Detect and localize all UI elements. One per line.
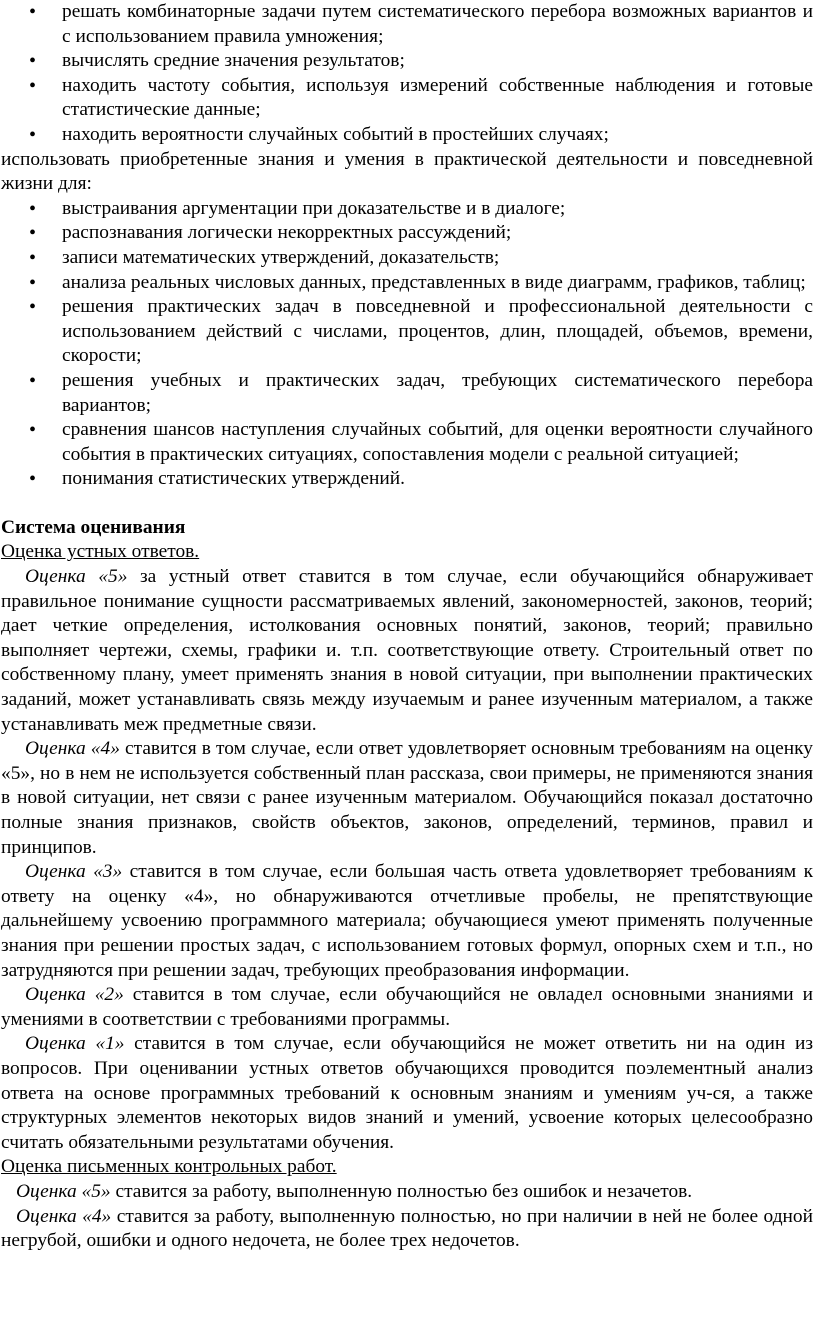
grade-paragraph: [1, 1032, 813, 1155]
grade-label: Оценка «1»: [25, 1033, 125, 1055]
list-item: • понимания статистических утверждений.: [1, 467, 813, 492]
list-item: • вычислять средние значения результатов;: [1, 49, 813, 74]
list-item: • находить вероятности случайных событий в простейших случаях;: [1, 123, 813, 148]
list-item: • выстраивания аргументации при доказательстве и в диалоге;: [1, 197, 813, 222]
grade-text: ставится в том случае, если обучающийся не может ответить ни на один из вопросов. При оценивании устных ответов обучающихся проводится поэлементный анализ ответа на основе программных требований к основным знаниям и умениям уч-ся, а также структурных элементов некоторых видов знаний и умений, усвоение которых целесообразно считать обязательными результатами обучения.: [1, 1033, 814, 1153]
grade-label: Оценка «3»: [25, 861, 123, 883]
grade-paragraph: [1, 737, 813, 860]
usage-intro: использовать приобретенные знания и умения в практической деятельности и повседневной жизни для:: [1, 148, 813, 195]
grade-text: ставится за работу, выполненную полностью, но при наличии в ней не более одной негрубой, ошибки и одного недочета, не более трех недочетов.: [1, 1205, 814, 1252]
list-item: • находить частоту события, используя измерений собственные наблюдения и готовые статистические данные;: [1, 74, 813, 123]
grade-paragraph: [1, 860, 813, 983]
grade-label: Оценка «5»: [16, 1180, 111, 1202]
grade-label: Оценка «4»: [25, 738, 120, 760]
list-item: • сравнения шансов наступления случайных событий, для оценки вероятности случайного события в практических ситуациях, сопоставления модели с реальной ситуацией;: [1, 418, 813, 467]
list-item: • решения практических задач в повседневной и профессиональной деятельности с использованием действий с числами, процентов, длин, площадей, объемов, времени, скорости;: [1, 295, 813, 369]
list-item: • анализа реальных числовых данных, представленных в виде диаграмм, графиков, таблиц;: [1, 271, 813, 296]
grade-text: за устный ответ ставится в том случае, если обучающийся обнаруживает правильное понимание сущности рассматриваемых явлений, закономерностей, законов, теорий; дает четкие определения, истолкования основных понятий, законов, теорий; правильно выполняет чертежи, схемы, графики и. т.п. соответствующие ответу. Строительный ответ по собственному плану, умеет применять знания в новой ситуации, при выполнении практических заданий, может устанавливать связь между изучаемым и ранее изученным материалом, а также устанавливать меж предметные связи.: [1, 566, 814, 735]
section-title: Система оценивания: [1, 516, 186, 538]
list-item: • решения учебных и практических задач, требующих систематического перебора вариантов;: [1, 369, 813, 418]
grade-text: ставится в том случае, если большая часть ответа удовлетворяет требованиям к ответу на оценку «4», но обнаруживаются отчетливые пробелы, не препятствующие дальнейшему усвоению программного материала; обучающиеся умеют применять полученные знания при решении простых задач, с использованием готовых формул, опорных схем и т.п., но затрудняются при решении задач, требующих преобразования информации.: [1, 861, 813, 981]
list-item: • распознавания логически некорректных рассуждений;: [1, 221, 813, 246]
grade-paragraph: [1, 1180, 813, 1205]
grade-label: Оценка «2»: [25, 984, 124, 1006]
grade-label: Оценка «5»: [25, 566, 128, 588]
list-item: • записи математических утверждений, доказательств;: [1, 246, 813, 271]
grade-text: ставится в том случае, если ответ удовлетворяет основным требованиям на оценку «5», но в нем не используется собственный план рассказа, свои примеры, не применяются знания в новой ситуации, нет связи с ранее изученным материалом. Обучающийся показал достаточно полные знания признаков, свойств объектов, законов, определений, терминов, правил и принципов.: [1, 738, 814, 858]
oral-subtitle: Оценка устных ответов.: [1, 541, 200, 563]
grade-text: ставится за работу, выполненную полностью без ошибок и незачетов.: [110, 1180, 693, 1202]
grade-paragraph: [1, 1205, 813, 1254]
grade-paragraph: [1, 565, 813, 737]
grade-text: ставится в том случае, если обучающийся не овладел основными знаниями и умениями в соответствии с требованиями программы.: [1, 984, 813, 1030]
usage-list: [1, 197, 813, 492]
grade-label: Оценка «4»: [16, 1205, 112, 1227]
skills-list: [1, 0, 813, 148]
grade-paragraph: [1, 983, 813, 1032]
written-subtitle: Оценка письменных контрольных работ.: [1, 1156, 337, 1178]
list-item: • решать комбинаторные задачи путем систематического перебора возможных вариантов и с использованием правила умножения;: [1, 0, 813, 49]
